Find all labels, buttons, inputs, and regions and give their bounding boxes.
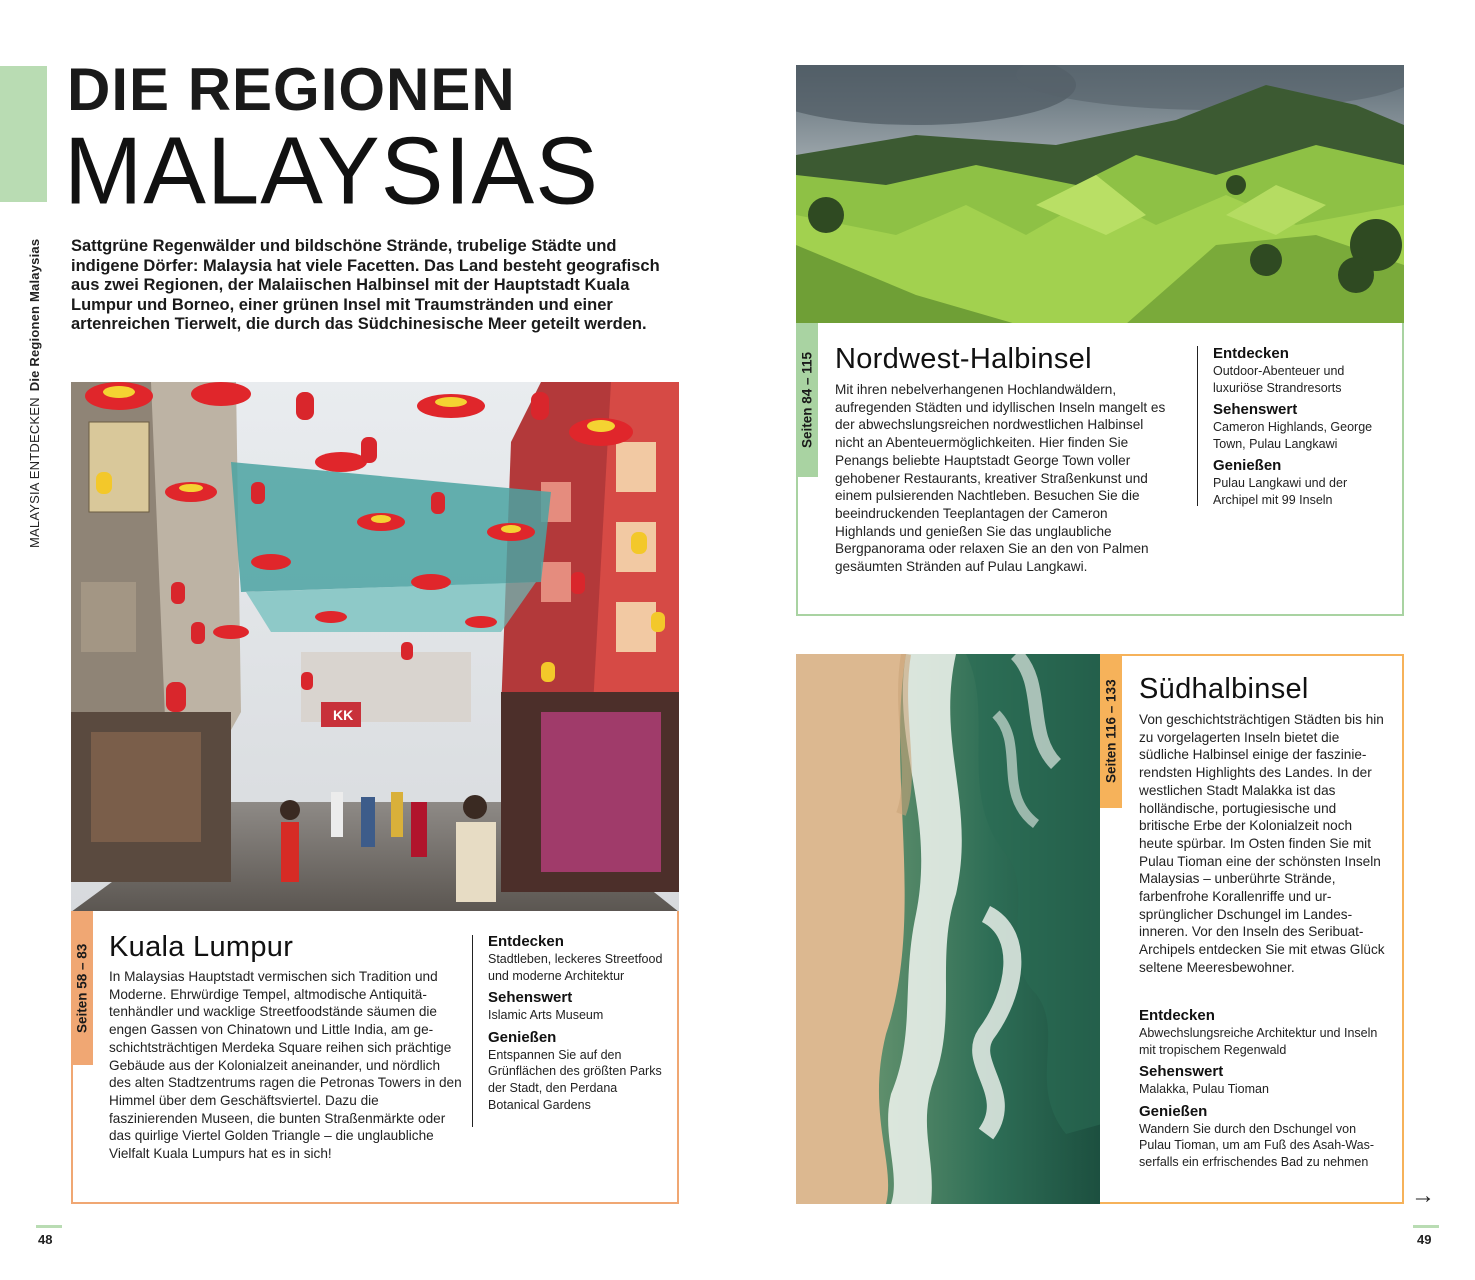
kuala-lumpur-page-range: Seiten 58 – 83 [71,911,93,1065]
cameron-highlands-photo [796,65,1404,324]
section-color-tab [0,66,47,202]
arrow-right-icon: → [1411,1182,1435,1209]
entdecken-text: Stadtleben, leckeres Streetfood und moderne Architektur [488,952,663,983]
geniessen-text: Wandern Sie durch den Dschungel von Pulau Tioman, um am Fuß des Asah-Wasserfalls ein erfrischendes Bad zu nehmen [1139,1121,1375,1169]
page-title-line-1: DIE REGIONEN [67,56,516,123]
sehenswert-text: Malakka, Pulau Tioman [1139,1082,1269,1097]
kuala-lumpur-text: In Malaysias Hauptstadt vermischen sich Tradition und Moderne. Ehrwürdige Tempel, altmodische Antiquitätenhändler und wacklige Streetfoodstände säumen die engen Gassen von Chinatown und Little India, am geschichtsträchtigen Merdeka Square reihen sich prächtige Gebäude aus der Kolonialzeit aneinander, und nördlich des alten Stadtzentrums ragen die Petronas Towers in den Himmel über dem Geschäftsviertel. Dazu die faszinierenden Museen, die bunten Straßenmärkte oder das quirlige Viertel Golden Triangle – die unglaubliche Vielfalt Kuala Lumpurs hat es in sich! [109,969,462,1162]
suedhalbinsel-title: Südhalbinsel [1139,673,1309,705]
nordwest-facts [1213,345,1388,509]
page-number-rule [1413,1225,1439,1228]
entdecken-heading: Entdecken [488,933,564,950]
entdecken-heading: Entdecken [1213,345,1289,362]
geniessen-heading: Genießen [1213,457,1282,475]
geniessen-text: Entspannen Sie auf den Grünflächen des größten Parks der Stadt, den Perdana Botanical Gardens [488,1047,662,1112]
kuala-lumpur-title: Kuala Lumpur [109,931,294,963]
running-header [27,239,42,548]
geniessen-text: Pulau Langkawi und der Archipel mit 99 Inseln [1213,476,1348,507]
nordwest-text: Mit ihren nebelverhangenen Hochlandwäldern, aufregenden Städten und idyllischen Inseln mangelt es der abwechslungsreichen nordwestlichen Halbinsel nicht an Abenteuermöglichkeiten. Hier finden Sie Penangs beliebte Hauptstadt George Town voller gehobener Restaurants, kreativer Straßenkunst und einem pulsierenden Nachtleben. Besuchen Sie die beeindruckenden Teeplantagen der Cameron Highlands und genießen Sie das unglaubliche Bergpanorama oder relaxen Sie an den von Palmen gesäumten Stränden auf Pulau Langkawi. [835,382,1166,575]
suedhalbinsel-text: Von geschichtsträchtigen Städten bis hin zu vorgelagerten Inseln bietet die südliche Halbinsel einige der faszinierendsten Highlights des Landes. In der westlichen Stadt Malakka ist das holländische, portugiesische und britische Erbe der Kolonialzeit noch heute spürbar. Im Osten finden Sie mit Pulau Tioman eine der schönsten Inseln Malaysias – unberührte Strände, farbenfrohe Korallenriffe und ursprünglicher Dschungel im Landesinneren. Vor den Inseln des Seribuat-Archipels entdecken Sie mit etwas Glück seltene Meeresbewohner. [1139,712,1385,975]
entdecken-text: Abwechslungsreiche Architektur und Inseln mit tropischem Regenwald [1139,1026,1378,1057]
page-number-left: 48 [38,1232,53,1247]
geniessen-heading: Genießen [488,1028,557,1046]
beach-aerial-photo [796,654,1102,1204]
running-header-section: MALAYSIA ENTDECKEN [27,397,42,548]
suedhalbinsel-page-range: Seiten 116 – 133 [1100,654,1122,808]
entdecken-heading: Entdecken [1139,1007,1215,1024]
entdecken-text: Outdoor-Abenteuer und luxuriöse Strandresorts [1213,364,1345,395]
divider [472,935,473,1127]
kuala-lumpur-photo [71,382,679,912]
sehenswert-heading: Sehenswert [488,989,573,1007]
sehenswert-text: Islamic Arts Museum [488,1008,604,1023]
running-header-chapter: Die Regionen Malaysias [27,238,42,392]
photo-sign-text: KK [333,707,354,723]
sehenswert-text: Cameron Highlands, George Town, Pulau Langkawi [1213,420,1373,451]
divider [1197,346,1198,506]
nordwest-title: Nordwest-Halbinsel [835,343,1092,375]
geniessen-heading: Genießen [1139,1102,1208,1120]
page-number-rule [36,1225,62,1228]
page-title-line-2: MALAYSIAS [64,116,599,225]
nordwest-page-range: Seiten 84 – 115 [796,323,818,477]
sehenswert-heading: Sehenswert [1213,401,1298,419]
sehenswert-heading: Sehenswert [1139,1063,1224,1081]
suedhalbinsel-facts [1139,1007,1389,1171]
kuala-lumpur-facts [488,933,663,1113]
page-number-right: 49 [1417,1232,1432,1247]
intro-paragraph: Sattgrüne Regenwälder und bildschöne Strände, trubelige Städte und indigene Dörfer: Malaysia hat viele Facetten. Das Land besteht geografisch aus zwei Regionen, der Malaiischen Halbinsel mit der Hauptstadt Kuala Lumpur und Borneo, einer grünen Insel mit Traumstränden und einer artenreichen Tierwelt, die durch das Südchinesische Meer geteilt werden. [71,237,660,333]
